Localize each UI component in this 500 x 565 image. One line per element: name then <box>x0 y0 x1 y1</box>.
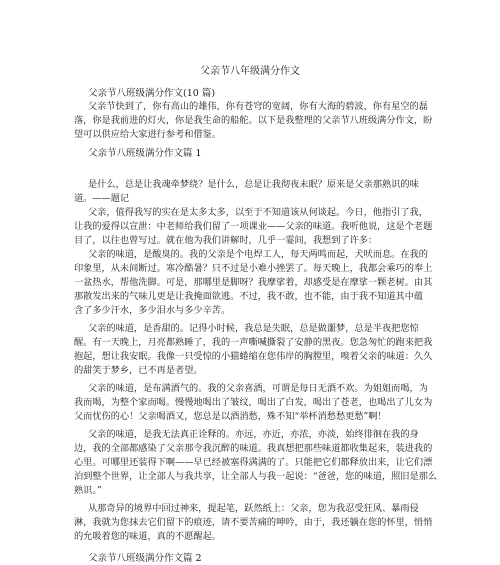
section-heading: 父亲节八班级满分作文篇 2 <box>88 553 202 564</box>
text-line: 边，我的全部都感染了父亲那令我沉醉的味道。我真想把那些味道都收集起来，装进我的 <box>74 443 433 454</box>
text-line: 泊到整个世界，让全部人与我共享，让全部人与我一起说：“爸爸，您的味道，照旧是那么 <box>74 471 438 482</box>
text-line: 印象里，从未间断过。寒冷酷暑？只不过是小难小挫罢了。每天晚上，我都会乘巧的奉上 <box>74 263 433 274</box>
text-line: 含了多少汗水，多少泪水与多少辛苦。 <box>74 305 231 316</box>
document-title: 父亲节八年级满分作文 <box>200 66 300 77</box>
text-line: 父而忧伤的心！父亲喝酒又，您总是以酒消愁，殊不知“举杯消愁愁更愁”啊！ <box>74 411 387 422</box>
text-line: 一盆热水，帮他洗脚。可是，那哪里是脚呀？我摩挲着，却感受是在摩挲一颗老树。由其 <box>74 277 433 288</box>
section-heading: 父亲节八班级满分作文篇 1 <box>88 148 202 159</box>
section-heading: 父亲节八班级满分作文(10 篇) <box>88 88 216 99</box>
text-line: 从那奇异的境界中回过神来，提起笔，跃然纸上：父亲，您为我忍受狂风、暴雨侵 <box>88 503 419 514</box>
text-line: 父亲的味道，是布满酒气的。我的父亲喜酒，可谓是每日无酒不欢。为姐姐而喝，为 <box>88 383 428 394</box>
text-line: 落，你是我前进的灯火，你是我生命的船舵。以下是我整理的父亲节八班级满分作文，盼 <box>74 115 433 126</box>
text-line: 的允吸着您的味道，真的不愿醒起。 <box>74 531 221 542</box>
text-line: 父亲，值得我写的实在是太多太多，以至于不知道该从何谈起。今日，他指引了我， <box>88 207 428 218</box>
text-line: 淋，我就为您抹去它们留下的痕迹，请不要苦痛的呻吟，由于，我还躺在您的怀里，悄悄 <box>74 517 433 528</box>
text-line: 让我的爱得以宣泄：中老师给我们留了一项课业——父亲的味道。我听他说，这是个老题 <box>74 221 433 232</box>
text-line: 我而喝，为整个家而喝。慢慢地喝出了皱纹，喝出了白发，喝出了苍老，也喝出了儿女为 <box>74 397 433 408</box>
text-line: 是什么，总是让我魂牵梦绕？是什么，总是让我彻夜未眠？原来是父亲那熟识的味 <box>88 179 419 190</box>
text-line: 父亲的味道，是酸臭的。我的父亲是个电焊工人，每天两鸣而起，犬吠而息。在我的 <box>88 249 428 260</box>
text-line: 目了，以往也曾写过。就在他为我们讲解时，几乎一霎间，我想到了许多： <box>74 235 378 246</box>
text-line: 醒。有一天晚上，月亮都熟睡了，我的一声嘶喊撕裂了安静的黑夜。您急匆忙的跑来把我 <box>74 337 433 348</box>
text-line: 的甜笑于梦乡，已不再是者望。 <box>74 365 203 376</box>
text-line: 望可以供应给大家进行参考和借鉴。 <box>74 129 221 140</box>
text-line: 父亲的味道，是香甜的。记得小时候，我总是失眠，总是做噩梦，总是半夜把您惊 <box>88 323 419 334</box>
text-line: 那散发出来的气味儿更是让我掩面欲逃。不过，我不敢，也不能，由于我不知道其中蕴 <box>74 291 424 302</box>
text-line: 熟识。” <box>74 485 102 496</box>
text-line: 父亲节快到了，你有高山的雄伟，你有苍穹的宽阔，你有大海的碧波，你有星空的磊 <box>88 101 428 112</box>
text-line: 心里。可哪里还装得下啊——早已经被塞得满满的了。只能把它们都释放出来，让它们漂 <box>74 457 433 468</box>
text-line: 道。——题记 <box>74 193 130 204</box>
text-line: 父亲的味道，是我无法真正诠释的。亦远，亦近，亦浓，亦淡，始终徘徊在我的身 <box>88 429 419 440</box>
text-line: 抱起，想让我安眠。我像一只受惊的小猫蜷缩在您伟岸的胸膛里，嗅着父亲的味道：久久 <box>74 351 433 362</box>
